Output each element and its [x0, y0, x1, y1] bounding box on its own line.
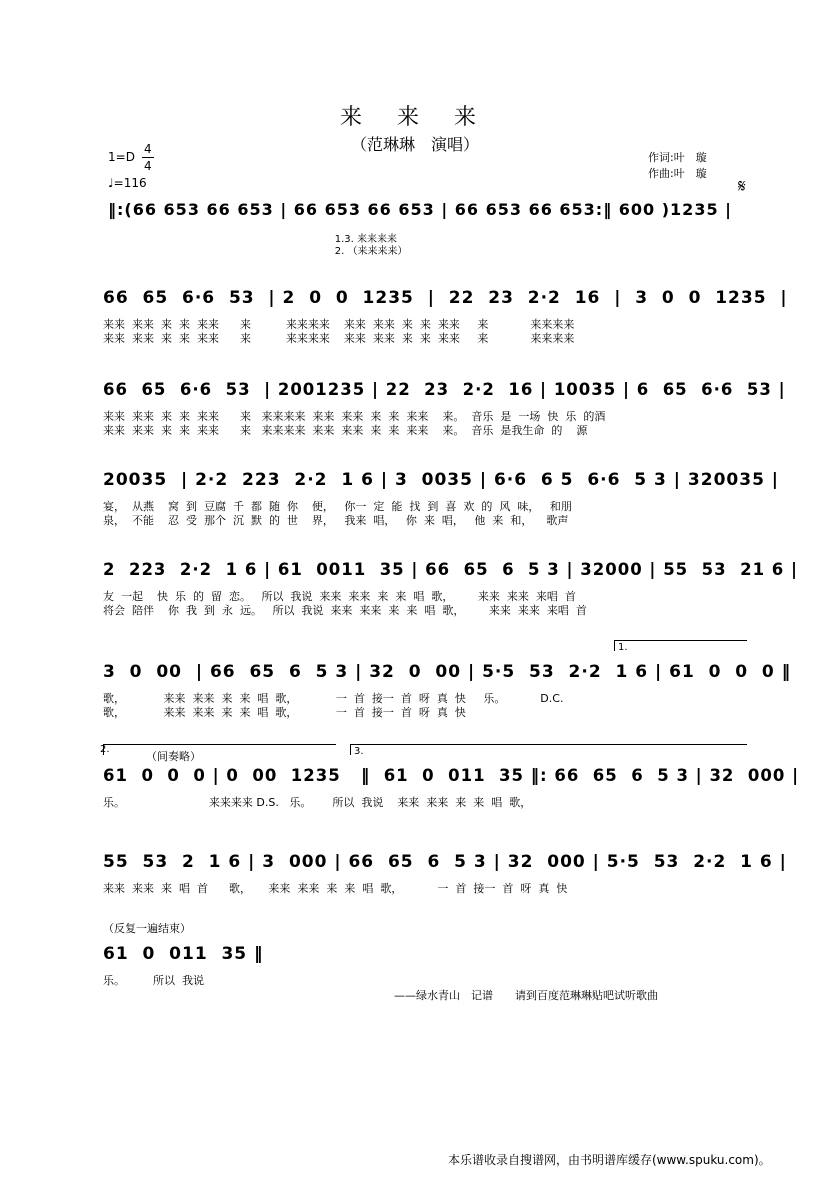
- lyric-line-2: 将会 陪伴 你 我 到 永 远。 所以 我说 来来 来来 来 来 唱 歌， 来来 来来 来唱 首: [103, 604, 587, 617]
- notation-line: 55 53 2 1 6 | 3 000 | 66 65 6 5 3 | 32 000 | 5·5 53 2·2 1 6 |: [103, 852, 787, 872]
- first-ending-bracket: [614, 640, 747, 651]
- lyricist-credit: 作词:叶 璇: [648, 151, 707, 164]
- second-ending-label: 2.: [100, 744, 110, 755]
- lyric-line-1: 宴， 从燕 窝 到 豆腐 千 都 随 你 便， 你一 定 能 找 到 喜 欢 的 风 味， 和朋: [103, 500, 572, 513]
- lyric-line-1: 1.3. 来来来来: [90, 234, 398, 245]
- key-signature: 1=D: [108, 150, 135, 164]
- page-title: 来 来 来: [340, 105, 490, 130]
- notation-line: 66 65 6·6 53 | 2001235 | 22 23 2·2 16 | 10035 | 6 65 6·6 53 |: [103, 380, 786, 399]
- page-subtitle: （范琳琳 演唱）: [350, 135, 479, 154]
- lyric-line-2: 2. （来来来来）: [90, 246, 408, 257]
- notation-line: 3 0 00 | 66 65 6 5 3 | 32 0 00 | 5·5 53 2·2 1 6 | 61 0 0 0 ‖: [103, 662, 792, 682]
- notation-line: 61 0 011 35 ‖: [103, 944, 264, 964]
- source-watermark: 本乐谱收录自搜谱网，由书明谱库缓存(www.spuku.com)。: [448, 1153, 771, 1167]
- lyric-line-2: 歌， 来来 来来 来 来 唱 歌， 一 首 接一 首 呀 真 快: [103, 706, 466, 719]
- third-ending-bracket: [350, 744, 747, 755]
- lyric-line-1: 歌， 来来 来来 来 来 唱 歌， 一 首 接一 首 呀 真 快 乐。 D.C.: [103, 692, 564, 705]
- notation-line: 66 65 6·6 53 | 2 0 0 1235 | 22 23 2·2 16 | 3 0 0 1235 |: [103, 288, 788, 308]
- lyric-line-2: 泉， 不能 忍 受 那个 沉 默 的 世 界， 我来 唱， 你 来 唱， 他 来 和， 歌声: [103, 514, 569, 527]
- third-ending-label: 3.: [354, 746, 364, 757]
- lyric-line-1: 来来 来来 来 来 来来 来 来来来来 来来 来来 来 来 来来 来。 音乐 是 一场 快 乐 的酒: [103, 410, 606, 423]
- lyric-line-1: 友 一起 快 乐 的 留 恋。 所以 我说 来来 来来 来 来 唱 歌， 来来 来来 来唱 首: [103, 590, 576, 603]
- notation-line: 20035 | 2·2 223 2·2 1 6 | 3 0035 | 6·6 6 5 6·6 5 3 | 320035 |: [103, 470, 780, 490]
- composer-credit: 作曲:叶 璇: [648, 167, 707, 180]
- lyric-line-1: 来来 来来 来 唱 首 歌， 来来 来来 来 来 唱 歌， 一 首 接一 首 呀 真 快: [103, 882, 568, 895]
- time-signature-divider: [142, 157, 154, 158]
- repeat-end-note: （反复一遍结束）: [103, 922, 191, 935]
- transcriber-credit: ——绿水青山 记谱 请到百度范琳琳贴吧试听歌曲: [394, 989, 658, 1002]
- notation-line: ‖:(66 653 66 653 | 66 653 66 653 | 66 653 66 653:‖ 600 )1235 |: [108, 200, 732, 219]
- lyric-line-2: 来来 来来 来 来 来来 来 来来来来 来来 来来 来 来 来来 来 来来来来: [103, 332, 575, 345]
- tempo-marking: ♩=116: [108, 176, 147, 190]
- notation-line: 61 0 0 0 | 0 00 1235 ‖ 61 0 011 35 ‖: 66 65 6 5 3 | 32 000 |: [103, 766, 800, 785]
- lyric-line-2: 来来 来来 来 来 来来 来 来来来来 来来 来来 来 来 来来 来。 音乐 是我生命 的 源: [103, 424, 588, 437]
- segno-icon: 𝄋: [738, 176, 746, 197]
- first-ending-label: 1.: [618, 642, 628, 653]
- second-ending-bracket: [103, 744, 336, 755]
- interlude-note: （间奏略）: [146, 750, 201, 763]
- time-signature-bottom: 4: [144, 159, 152, 173]
- notation-line: 2 223 2·2 1 6 | 61 0011 35 | 66 65 6 5 3 | 32000 | 55 53 21 6 |: [103, 560, 799, 579]
- time-signature-top: 4: [144, 142, 152, 156]
- lyric-line-1: 乐。 来来来来 D.S. 乐。 所以 我说 来来 来来 来 来 唱 歌，: [103, 796, 532, 809]
- lyric-line-1: 来来 来来 来 来 来来 来 来来来来 来来 来来 来 来 来来 来 来来来来: [103, 318, 575, 331]
- lyric-line-1: 乐。 所以 我说: [103, 974, 204, 987]
